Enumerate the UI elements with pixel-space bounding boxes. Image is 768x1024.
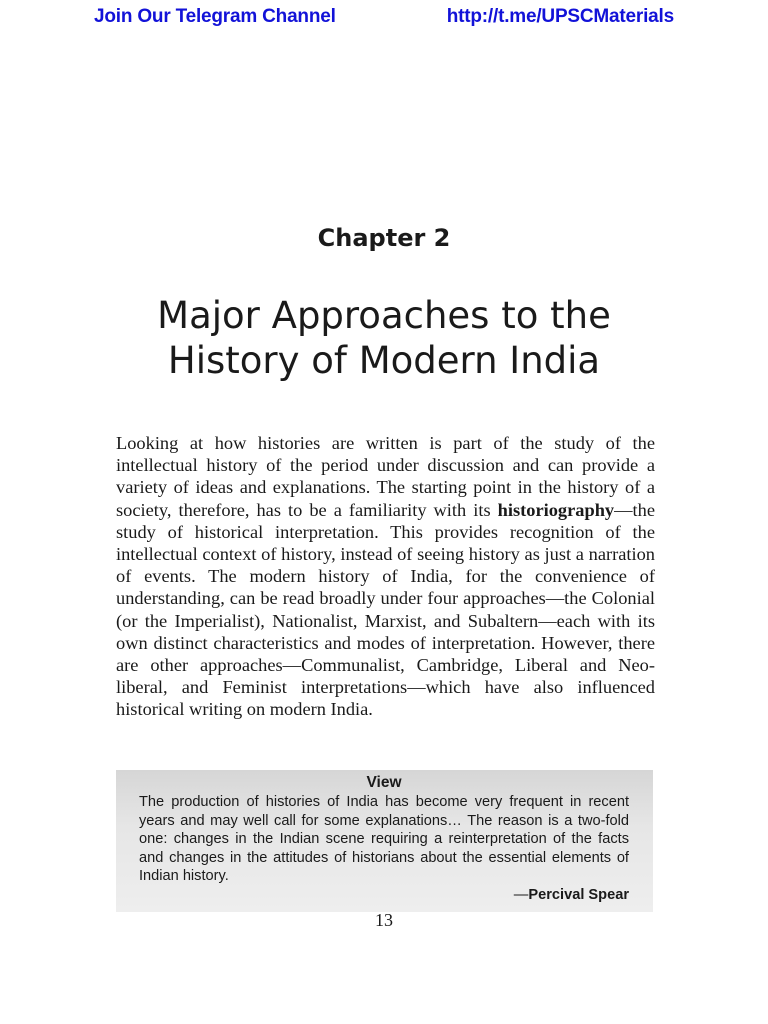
body-paragraph — [116, 432, 655, 721]
page-number: 13 — [375, 910, 393, 930]
telegram-url-link[interactable]: http://t.me/UPSCMaterials — [446, 6, 674, 27]
view-quote-text: The production of histories of India has become very frequent in recent years and may well call for some explanations… The reason is a two-fold one: changes in the Indian scene requiring a reinterpretation of the facts and changes in the attitudes of historians about the essential elements of Indian history. — [139, 794, 629, 885]
view-quote-box — [116, 770, 653, 912]
view-author — [139, 886, 629, 904]
historiography-term: historiography — [497, 499, 615, 520]
author-dash: — — [513, 886, 529, 903]
chapter-label: Chapter 2 — [317, 224, 451, 252]
chapter-title-line-1: Major Approaches to the — [157, 294, 611, 337]
telegram-channel-link[interactable]: Join Our Telegram Channel — [94, 6, 336, 27]
view-heading: View — [366, 774, 402, 791]
body-text-part-2: —the study of historical interpretation. This provides recognition of the intellectual context of history, instead of seeing history as just a narration of events. The modern history of India, for the convenience of understanding, can be read broadly under four approaches—the Colonial (or the Imperialist), Nationalist, Marxist, and Subaltern—each with its own distinct characteristics and modes of interpretation. However, there are other approaches—Communalist, Cambridge, Liberal and Neo-liberal, and Feminist interpretations—which have also influenced historical writing on modern India. — [116, 499, 655, 720]
chapter-title-line-2: History of Modern India — [167, 339, 601, 382]
body-text-part-1: Looking at how histories are written is part of the study of the intellectual history of the period under discussion and can provide a variety of ideas and explanations. The starting point in the history of a society, therefore, has to be a familiarity with its — [116, 433, 655, 520]
author-name: Percival Spear — [528, 886, 629, 903]
chapter-title — [0, 293, 768, 383]
top-banner — [0, 6, 768, 34]
